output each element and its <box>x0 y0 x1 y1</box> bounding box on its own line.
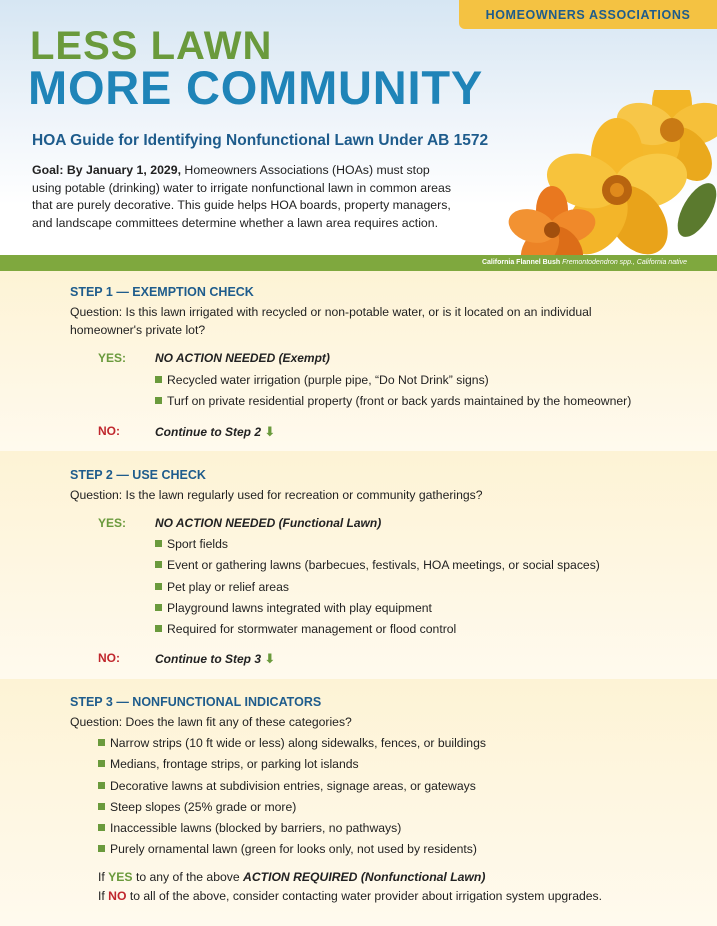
list-item: Steep slopes (25% grade or more) <box>98 797 486 818</box>
hero-header <box>0 0 717 256</box>
list-item: Purely ornamental lawn (green for looks only, not used by residents) <box>98 839 486 860</box>
step-2-section <box>0 451 717 679</box>
step-3-yes-line: If YES to any of the above ACTION REQUIRED (Nonfunctional Lawn) <box>98 870 486 884</box>
list-item: Event or gathering lawns (barbecues, festivals, HOA meetings, or social spaces) <box>155 555 600 576</box>
square-bullet-icon <box>155 397 162 404</box>
square-bullet-icon <box>98 782 105 789</box>
goal-label: Goal: By January 1, 2029, <box>32 163 182 177</box>
step-2-question: Question: Is the lawn regularly used for recreation or community gatherings? <box>70 488 483 502</box>
step-2-no-result: Continue to Step 3 ⬇ <box>155 651 276 666</box>
photo-caption-band <box>0 255 717 271</box>
step-3-section <box>0 679 717 926</box>
list-item: Inaccessible lawns (blocked by barriers, no pathways) <box>98 818 486 839</box>
list-item: Pet play or relief areas <box>155 577 600 598</box>
caption-bold: California Flannel Bush <box>481 259 561 266</box>
list-item: Required for stormwater management or flood control <box>155 619 600 640</box>
step-1-yes-label: YES: <box>98 351 127 365</box>
list-item: Narrow strips (10 ft wide or less) along sidewalks, fences, or buildings <box>98 733 486 754</box>
square-bullet-icon <box>98 824 105 831</box>
list-item: Recycled water irrigation (purple pipe, “Do Not Drink” signs) <box>155 370 631 391</box>
square-bullet-icon <box>155 604 162 611</box>
step-1-question: Question: Is this lawn irrigated with recycled or non-potable water, or is it located on an individual homeowner's private lot? <box>70 305 592 337</box>
step-1-no-label: NO: <box>98 424 120 438</box>
step-3-title: STEP 3 — NONFUNCTIONAL INDICATORS <box>70 695 322 709</box>
step-2-list <box>155 534 600 640</box>
step-3-no-line: If NO to all of the above, consider contacting water provider about irrigation system upgrades. <box>98 889 603 903</box>
list-item: Playground lawns integrated with play equipment <box>155 598 600 619</box>
goal-text: Homeowners Associations (HOAs) must stop using potable (drinking) water to irrigate nonfunctional lawn in common areas that are purely decorative. This guide helps HOA boards, property managers, and landscape committees determine whether a lawn area requires action. <box>32 163 452 230</box>
down-arrow-icon: ⬇ <box>264 651 276 666</box>
step-2-no-label: NO: <box>98 651 120 665</box>
list-item: Turf on private residential property (front or back yards maintained by the homeowner) <box>155 391 631 412</box>
title-line-2: MORE COMMUNITY <box>28 61 484 114</box>
down-arrow-icon: ⬇ <box>264 424 276 439</box>
page-subtitle: HOA Guide for Identifying Nonfunctional Lawn Under AB 1572 <box>32 132 489 149</box>
square-bullet-icon <box>98 760 105 767</box>
square-bullet-icon <box>155 583 162 590</box>
title-line-1: LESS LAWN <box>30 24 273 68</box>
square-bullet-icon <box>155 625 162 632</box>
caption-italic: Fremontodendron spp., California native <box>560 259 687 266</box>
step-1-no-result: Continue to Step 2 ⬇ <box>155 424 276 439</box>
step-3-list <box>98 733 486 861</box>
step-1-title: STEP 1 — EXEMPTION CHECK <box>70 285 254 299</box>
square-bullet-icon <box>98 739 105 746</box>
square-bullet-icon <box>98 845 105 852</box>
step-2-title: STEP 2 — USE CHECK <box>70 468 206 482</box>
step-1-section <box>0 271 717 451</box>
flowers-illustration <box>467 90 717 256</box>
list-item: Decorative lawns at subdivision entries, signage areas, or gateways <box>98 776 486 797</box>
category-tag: HOMEOWNERS ASSOCIATIONS <box>459 0 717 29</box>
square-bullet-icon <box>98 803 105 810</box>
action-required: ACTION REQUIRED (Nonfunctional Lawn) <box>243 870 486 884</box>
list-item: Sport fields <box>155 534 600 555</box>
photo-caption <box>482 256 687 270</box>
square-bullet-icon <box>155 561 162 568</box>
square-bullet-icon <box>155 376 162 383</box>
square-bullet-icon <box>155 540 162 547</box>
step-2-yes-label: YES: <box>98 516 127 530</box>
list-item: Medians, frontage strips, or parking lot islands <box>98 754 486 775</box>
step-2-yes-result: NO ACTION NEEDED (Functional Lawn) <box>155 516 382 530</box>
step-1-yes-result: NO ACTION NEEDED (Exempt) <box>155 351 330 365</box>
step-1-list <box>155 370 631 413</box>
goal-paragraph <box>32 162 462 232</box>
step-3-question: Question: Does the lawn fit any of these categories? <box>70 715 352 729</box>
